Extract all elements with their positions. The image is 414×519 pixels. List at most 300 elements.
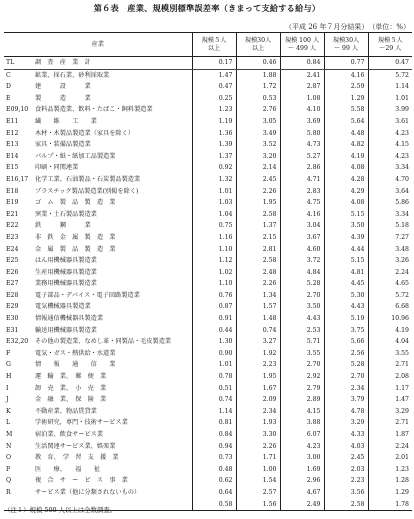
- industry-code: E: [6, 94, 11, 102]
- value-size-100-499: 5.28: [280, 278, 324, 290]
- value-size-100-499: 2.89: [280, 394, 324, 406]
- industry-code: R: [6, 488, 11, 496]
- industry-code: P: [6, 465, 11, 473]
- value-size-30-plus: 0.53: [236, 93, 280, 105]
- value-size-100-499: 3.55: [280, 348, 324, 360]
- value-size-5-plus: 1.39: [192, 139, 236, 151]
- value-size-30-99: 0.77: [324, 57, 368, 70]
- table-row: [4, 197, 412, 209]
- value-size-30-99: 4.82: [324, 139, 368, 151]
- value-size-5-plus: 0.75: [192, 220, 236, 232]
- industry-name: [34, 162, 192, 174]
- industry-name: [34, 429, 192, 441]
- industry-name: [34, 325, 192, 337]
- industry-name-text: 情報通信機械器具製造業: [35, 315, 104, 323]
- value-size-100-499: 3.88: [280, 417, 324, 429]
- industry-name-text: 金 属 製 品 製 造 業: [35, 245, 116, 253]
- value-size-100-499: 3.72: [280, 255, 324, 267]
- header-row: [4, 33, 412, 57]
- value-size-100-499: 3.67: [280, 232, 324, 244]
- value-size-30-99: 5.58: [324, 104, 368, 116]
- industry-code: C: [6, 71, 11, 79]
- industry-name-text: 鉱業、採石業、砂利採取業: [35, 71, 110, 79]
- table-row: [4, 348, 412, 360]
- industry-name-text: 木材・木製品製造業（家具を除く）: [35, 129, 134, 137]
- value-size-30-99: 2.03: [324, 464, 368, 476]
- table-row: [4, 174, 412, 186]
- value-size-30-plus: 2.09: [236, 394, 280, 406]
- value-size-5-plus: 0.81: [192, 417, 236, 429]
- value-size-100-499: 5.27: [280, 151, 324, 163]
- value-size-5-plus: 0.74: [192, 394, 236, 406]
- industry-name-text: 輸送用機械器具製造業: [35, 326, 97, 334]
- industry-name: [34, 441, 192, 453]
- value-size-5-plus: 0.58: [192, 499, 236, 511]
- table-row: [4, 186, 412, 198]
- value-size-30-plus: 3.49: [236, 128, 280, 140]
- value-size-30-99: 1.29: [324, 93, 368, 105]
- industry-name: [34, 174, 192, 186]
- industry-name-text: 調 査 産 業 計: [35, 59, 91, 66]
- value-size-5-plus: 1.01: [192, 186, 236, 198]
- table-row: [4, 81, 412, 93]
- value-size-30-99: 4.08: [324, 162, 368, 174]
- value-size-5-plus: 1.32: [192, 174, 236, 186]
- industry-name-text: 複 合 サ ー ビ ス 事 業: [35, 477, 128, 485]
- value-size-5-plus: 0.92: [192, 162, 236, 174]
- value-size-30-99: 2.34: [324, 383, 368, 395]
- value-size-100-499: 3.00: [280, 452, 324, 464]
- table-row: [4, 128, 412, 140]
- error-rate-table: [4, 32, 412, 511]
- table-row: [4, 394, 412, 406]
- value-size-5-plus: 0.78: [192, 371, 236, 383]
- value-size-30-99: 2.58: [324, 499, 368, 511]
- industry-code: D: [6, 83, 11, 91]
- industry-name: [34, 255, 192, 267]
- value-size-5-29: 4.65: [368, 278, 412, 290]
- value-size-100-499: 4.15: [280, 406, 324, 418]
- table-row: [4, 417, 412, 429]
- industry-name-text: はん用機械器具製造業: [35, 257, 97, 265]
- table-row: [4, 325, 412, 337]
- industry-name-text: パルプ・紙・紙加工品製造業: [35, 152, 116, 160]
- value-size-30-plus: 1.56: [236, 499, 280, 511]
- value-size-30-plus: 1.93: [236, 417, 280, 429]
- value-size-30-99: 3.79: [324, 394, 368, 406]
- value-size-5-29: 5.86: [368, 197, 412, 209]
- value-size-5-29: 5.18: [368, 220, 412, 232]
- value-size-100-499: 4.67: [280, 487, 324, 499]
- value-size-30-99: 3.75: [324, 325, 368, 337]
- industry-name: [34, 116, 192, 128]
- industry-name: [34, 301, 192, 313]
- table-row: [4, 359, 412, 371]
- industry-code: E12: [6, 129, 19, 137]
- table-row: [4, 232, 412, 244]
- industry-name: [34, 209, 192, 221]
- value-size-100-499: 2.53: [280, 325, 324, 337]
- table-row: [4, 116, 412, 128]
- value-size-100-499: 2.49: [280, 499, 324, 511]
- value-size-5-29: 7.27: [368, 232, 412, 244]
- industry-name: [34, 417, 192, 429]
- value-size-5-plus: 1.16: [192, 232, 236, 244]
- industry-name-text: 食料品製造業、飲料・たばこ・飼料製造業: [35, 106, 153, 114]
- industry-name-text: 窯業・土石製品製造業: [35, 210, 97, 218]
- value-size-30-99: 5.66: [324, 336, 368, 348]
- industry-name: [34, 232, 192, 244]
- value-size-5-29: 3.64: [368, 186, 412, 198]
- table-row: [4, 452, 412, 464]
- value-size-30-plus: 2.26: [236, 186, 280, 198]
- industry-name-text: 電子部品・デバイス・電子回路製造業: [35, 291, 140, 299]
- value-size-5-29: 1.23: [368, 464, 412, 476]
- header-size-5-29: [368, 33, 412, 57]
- value-size-5-plus: 1.23: [192, 104, 236, 116]
- table-row: [4, 371, 412, 383]
- table-title: 第６表 産業、規模別標準誤差率（きまって支給する給与）: [93, 3, 321, 13]
- value-size-30-99: 4.16: [324, 69, 368, 81]
- value-size-5-29: 1.29: [368, 487, 412, 499]
- value-size-30-plus: 3.05: [236, 116, 280, 128]
- industry-name-text: 不動産業、物品賃貸業: [35, 407, 97, 415]
- value-size-5-plus: 0.94: [192, 441, 236, 453]
- value-size-100-499: 0.84: [280, 57, 324, 70]
- value-size-5-29: 1.14: [368, 81, 412, 93]
- industry-name-text: 学術研究，専門・技術サービス業: [35, 419, 128, 427]
- value-size-30-99: 4.29: [324, 186, 368, 198]
- value-size-100-499: 3.50: [280, 301, 324, 313]
- industry-code: E22: [6, 222, 19, 230]
- value-size-5-29: 10.96: [368, 313, 412, 325]
- table-row: [4, 464, 412, 476]
- table-row: [4, 429, 412, 441]
- value-size-5-29: 3.99: [368, 104, 412, 116]
- industry-name-text: 印刷・同関連業: [35, 164, 79, 172]
- value-size-30-plus: 1.95: [236, 371, 280, 383]
- industry-name: [34, 290, 192, 302]
- industry-name: [34, 186, 192, 198]
- industry-code: J: [6, 396, 9, 404]
- industry-name: [34, 348, 192, 360]
- industry-code: E25: [6, 257, 19, 265]
- industry-name: [34, 278, 192, 290]
- industry-code: E16,17: [6, 175, 29, 183]
- value-size-30-99: 4.81: [324, 267, 368, 279]
- value-size-5-plus: 1.04: [192, 209, 236, 221]
- table-row: [4, 104, 412, 116]
- industry-name-text: 電気・ガス・熱供給・水道業: [35, 349, 116, 357]
- value-size-5-29: 2.71: [368, 417, 412, 429]
- value-size-5-29: 5.72: [368, 290, 412, 302]
- industry-code: K: [6, 407, 11, 415]
- header-size-30-plus-label: 規模30人 以上: [244, 36, 272, 52]
- value-size-30-plus: 2.26: [236, 441, 280, 453]
- value-size-5-29: 1.87: [368, 429, 412, 441]
- value-size-5-29: 6.68: [368, 301, 412, 313]
- value-size-30-99: 4.45: [324, 278, 368, 290]
- industry-code: H: [6, 373, 12, 381]
- industry-code: L: [6, 419, 11, 427]
- value-size-100-499: 3.69: [280, 116, 324, 128]
- value-size-5-29: 0.47: [368, 57, 412, 70]
- value-size-5-plus: 0.44: [192, 325, 236, 337]
- value-size-5-29: 2.08: [368, 371, 412, 383]
- industry-code: M: [6, 431, 13, 438]
- industry-name-text: 教 育、 学 習 支 援 業: [35, 454, 119, 462]
- value-size-30-plus: 1.92: [236, 348, 280, 360]
- industry-name: [34, 151, 192, 163]
- industry-code: E31: [6, 326, 19, 334]
- value-size-5-plus: 0.51: [192, 383, 236, 395]
- industry-name-text: 医 療、 福 祉: [35, 465, 100, 473]
- industry-name: [34, 313, 192, 325]
- value-size-5-plus: 0.87: [192, 301, 236, 313]
- industry-code: E11: [6, 117, 19, 125]
- industry-code: I: [6, 384, 9, 392]
- table-row: [4, 475, 412, 487]
- value-size-30-99: 4.39: [324, 232, 368, 244]
- industry-name: [34, 267, 192, 279]
- header-size-5-plus-label: 規模５人 以上: [201, 36, 227, 52]
- value-size-5-plus: 0.64: [192, 487, 236, 499]
- value-size-100-499: 4.10: [280, 104, 324, 116]
- value-size-30-plus: 2.14: [236, 162, 280, 174]
- value-size-30-plus: 2.26: [236, 278, 280, 290]
- industry-name: [34, 359, 192, 371]
- value-size-5-29: 4.70: [368, 174, 412, 186]
- industry-name: [34, 81, 192, 93]
- table-row: [4, 278, 412, 290]
- value-size-5-29: 3.48: [368, 244, 412, 256]
- industry-name: [34, 57, 192, 70]
- industry-name-text: 製 造 業: [35, 94, 91, 102]
- table-row: [4, 255, 412, 267]
- value-size-30-99: 2.23: [324, 475, 368, 487]
- industry-name-text: 非 鉄 金 属 製 造 業: [35, 233, 116, 241]
- value-size-30-plus: 2.23: [236, 359, 280, 371]
- table-body: [4, 57, 412, 511]
- industry-name-text: その他の製造業、なめし革・同製品・毛皮製造業: [35, 338, 172, 346]
- value-size-100-499: 4.60: [280, 244, 324, 256]
- industry-code: E30: [6, 315, 19, 323]
- table-row: [4, 151, 412, 163]
- value-size-5-29: 4.04: [368, 336, 412, 348]
- table-row: [4, 244, 412, 256]
- value-size-30-99: 5.30: [324, 290, 368, 302]
- value-size-30-99: 4.28: [324, 174, 368, 186]
- value-size-100-499: 4.73: [280, 139, 324, 151]
- value-size-5-plus: 0.91: [192, 313, 236, 325]
- header-size-100-499: [280, 33, 324, 57]
- value-size-5-29: 1.28: [368, 475, 412, 487]
- value-size-5-plus: 1.19: [192, 116, 236, 128]
- value-size-30-plus: 2.76: [236, 104, 280, 116]
- value-size-100-499: 4.23: [280, 441, 324, 453]
- industry-name: [34, 394, 192, 406]
- industry-name: [34, 452, 192, 464]
- value-size-30-plus: 1.54: [236, 475, 280, 487]
- value-size-100-499: 2.41: [280, 69, 324, 81]
- table-row: [4, 406, 412, 418]
- industry-code: O: [6, 454, 12, 462]
- value-size-30-plus: 1.88: [236, 69, 280, 81]
- table-row: [4, 93, 412, 105]
- industry-name: [34, 197, 192, 209]
- industry-name-text: 建 設 業: [35, 83, 91, 91]
- value-size-30-plus: 1.95: [236, 197, 280, 209]
- value-size-5-plus: 0.48: [192, 464, 236, 476]
- industry-code: TL: [4, 57, 34, 70]
- industry-code: E18: [6, 187, 19, 195]
- industry-code: E21: [6, 210, 19, 218]
- industry-name-text: 卸 売 業、 小 売 業: [35, 384, 107, 392]
- table-row: [4, 139, 412, 151]
- industry-name: [34, 128, 192, 140]
- value-size-30-99: 4.78: [324, 406, 368, 418]
- industry-name-text: 家具・装備品製造業: [35, 141, 91, 149]
- table-row: [4, 209, 412, 221]
- industry-name: [34, 336, 192, 348]
- value-size-5-29: 2.01: [368, 452, 412, 464]
- header-size-30-99-label: 規模30人 〜 99 人: [332, 36, 360, 52]
- value-size-5-plus: 0.47: [192, 81, 236, 93]
- value-size-30-99: 5.28: [324, 359, 368, 371]
- industry-name-text: 金 融 業、 保 険 業: [35, 396, 107, 404]
- table-row: [4, 267, 412, 279]
- industry-code: E09,10: [6, 106, 29, 114]
- value-size-100-499: 2.92: [280, 371, 324, 383]
- value-size-100-499: 4.75: [280, 197, 324, 209]
- value-size-5-plus: 0.62: [192, 475, 236, 487]
- industry-name: [34, 371, 192, 383]
- industry-name: [34, 383, 192, 395]
- value-size-100-499: 5.71: [280, 336, 324, 348]
- value-size-30-plus: 3.52: [236, 139, 280, 151]
- value-size-100-499: 2.83: [280, 186, 324, 198]
- industry-name-text: 生活関連サービス業、娯楽業: [35, 442, 116, 450]
- industry-code: E32,20: [6, 338, 29, 346]
- industry-name: [34, 244, 192, 256]
- value-size-5-29: 4.15: [368, 139, 412, 151]
- table-row: [4, 336, 412, 348]
- industry-name: [34, 464, 192, 476]
- table-row: [4, 441, 412, 453]
- value-size-100-499: 2.96: [280, 475, 324, 487]
- value-size-5-plus: 1.30: [192, 336, 236, 348]
- value-size-5-plus: 1.03: [192, 197, 236, 209]
- value-size-30-plus: 0.46: [236, 57, 280, 70]
- industry-name-text: 生産用機械器具製造業: [35, 268, 97, 276]
- value-size-30-99: 4.08: [324, 197, 368, 209]
- industry-name-text: プラスチック製品製造業(別掲を除く): [35, 187, 139, 195]
- value-size-30-99: 3.56: [324, 487, 368, 499]
- industry-name-text: ゴ ム 製 品 製 造 業: [35, 199, 116, 207]
- value-size-5-29: 4.23: [368, 151, 412, 163]
- value-size-30-plus: 1.57: [236, 301, 280, 313]
- header-industry: 産業: [4, 33, 192, 57]
- value-size-5-29: 2.24: [368, 441, 412, 453]
- value-size-30-99: 5.15: [324, 255, 368, 267]
- industry-name: [34, 475, 192, 487]
- header-size-5-29-label: 規模５人 〜29 人: [377, 36, 403, 52]
- industry-name-text: 情 報 通 信 業: [35, 361, 116, 369]
- value-size-30-plus: 2.58: [236, 209, 280, 221]
- table-row: [4, 487, 412, 499]
- value-size-30-99: 3.50: [324, 220, 368, 232]
- industry-name-text: 繊 維 工 業: [35, 117, 97, 125]
- value-size-100-499: 4.84: [280, 267, 324, 279]
- value-size-30-99: 2.70: [324, 371, 368, 383]
- value-size-30-plus: 1.34: [236, 290, 280, 302]
- value-size-30-plus: 2.34: [236, 406, 280, 418]
- value-size-30-99: 3.29: [324, 417, 368, 429]
- value-size-100-499: 3.04: [280, 220, 324, 232]
- value-size-30-plus: 1.37: [236, 220, 280, 232]
- table-row: [4, 162, 412, 174]
- value-size-30-99: 2.59: [324, 81, 368, 93]
- value-size-5-plus: 1.14: [192, 406, 236, 418]
- value-size-5-plus: 1.12: [192, 255, 236, 267]
- table-row: [4, 220, 412, 232]
- industry-name: [34, 93, 192, 105]
- value-size-5-plus: 1.10: [192, 244, 236, 256]
- value-size-30-99: 4.44: [324, 244, 368, 256]
- value-size-30-99: 4.03: [324, 441, 368, 453]
- industry-name: [34, 487, 192, 499]
- value-size-30-plus: 1.00: [236, 464, 280, 476]
- value-size-5-plus: 1.47: [192, 69, 236, 81]
- value-size-5-29: 3.26: [368, 255, 412, 267]
- value-size-5-29: 3.55: [368, 348, 412, 360]
- value-size-100-499: 6.07: [280, 429, 324, 441]
- table-row: [4, 57, 412, 70]
- industry-name: [34, 220, 192, 232]
- industry-name: [34, 139, 192, 151]
- value-size-100-499: 4.16: [280, 209, 324, 221]
- value-size-5-29: 3.34: [368, 209, 412, 221]
- industry-code: G: [6, 361, 11, 369]
- table-row: [4, 383, 412, 395]
- footnote: （注１）規模 500 人以上は全数調査。: [4, 506, 117, 514]
- table-row: [4, 69, 412, 81]
- value-size-5-29: 1.01: [368, 93, 412, 105]
- value-size-30-plus: 3.27: [236, 336, 280, 348]
- value-size-30-plus: 1.72: [236, 81, 280, 93]
- value-size-100-499: 2.87: [280, 81, 324, 93]
- industry-code: E28: [6, 291, 19, 299]
- value-size-30-plus: 1.71: [236, 452, 280, 464]
- value-size-100-499: 2.79: [280, 383, 324, 395]
- value-size-30-plus: 2.45: [236, 174, 280, 186]
- value-size-30-99: 5.64: [324, 116, 368, 128]
- value-size-5-plus: 1.36: [192, 128, 236, 140]
- value-size-5-29: 4.19: [368, 325, 412, 337]
- table-row: [4, 313, 412, 325]
- table-subtitle: （平成 26 年７月分結果） （単位：%）: [284, 23, 410, 31]
- industry-name-text: 鉄 鋼 業: [35, 222, 91, 230]
- industry-code: E14: [6, 152, 19, 160]
- value-size-5-29: 2.24: [368, 267, 412, 279]
- value-size-100-499: 1.69: [280, 464, 324, 476]
- value-size-5-plus: 1.10: [192, 278, 236, 290]
- table-row: [4, 301, 412, 313]
- value-size-5-29: 1.47: [368, 394, 412, 406]
- value-size-5-plus: 1.37: [192, 151, 236, 163]
- value-size-30-plus: 2.15: [236, 232, 280, 244]
- value-size-30-plus: 2.57: [236, 487, 280, 499]
